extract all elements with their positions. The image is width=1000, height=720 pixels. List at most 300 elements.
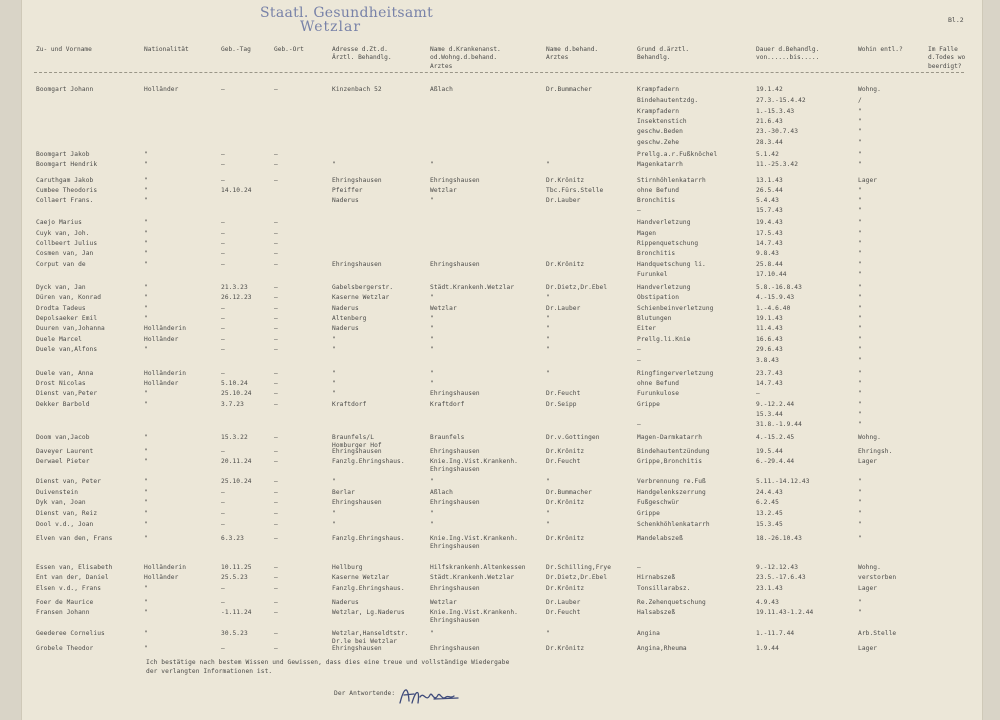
cell-geb-tag: – <box>221 510 225 517</box>
cell-krankenanst: " <box>430 161 434 168</box>
cell-dauer: 6.-29.4.44 <box>756 458 795 465</box>
cell-adresse: Naderus <box>332 599 359 606</box>
cell-dauer: 5.1.42 <box>756 151 779 158</box>
office-stamp-line2: Wetzlar <box>300 19 362 35</box>
cell-grund: Krampfadern <box>637 86 680 93</box>
cell-dauer: 1.-11.7.44 <box>756 630 795 637</box>
cell-dauer: 27.3.-15.4.42 <box>756 97 806 104</box>
cell-arzt: " <box>546 161 550 168</box>
cell-grund: Handverletzung <box>637 284 691 291</box>
cell-arzt: " <box>546 478 550 485</box>
cell-geb-tag: 20.11.24 <box>221 458 252 465</box>
cell-adresse: " <box>332 521 336 528</box>
cell-dauer: 9.-12.12.43 <box>756 564 799 571</box>
cell-name: Boomgart Jakob <box>36 151 90 158</box>
cell-dauer: 14.7.43 <box>756 240 783 247</box>
cell-nat: " <box>144 261 148 268</box>
cell-dauer: 23.-30.7.43 <box>756 128 799 135</box>
cell-grund: Bronchitis <box>637 197 676 204</box>
cell-name: Derwael Pieter <box>36 458 90 465</box>
cell-wohin: " <box>858 510 862 517</box>
cell-adresse: Altenberg <box>332 315 367 322</box>
cell-grund: Prellg.a.r.Fußknöchel <box>637 151 718 158</box>
cell-arzt: Dr.Feucht <box>546 609 581 616</box>
cell-wohin: Wohng. <box>858 564 881 571</box>
cell-grund: Furunkulose <box>637 390 680 397</box>
cell-name: Dool v.d., Joan <box>36 521 94 528</box>
cell-grund: Prellg.li.Knie <box>637 336 691 343</box>
column-header-name: Zu- und Vorname <box>36 46 92 53</box>
cell-geb-ort: – <box>274 510 278 517</box>
cell-krankenanst: Knie.Ing.Vist.Krankenh. Ehringshausen <box>430 609 518 624</box>
cell-nat: " <box>144 434 148 441</box>
cell-name: Dyk van, Joan <box>36 499 86 506</box>
cell-dauer: 18.-26.10.43 <box>756 535 802 542</box>
cell-krankenanst: Ehringshausen <box>430 261 480 268</box>
cell-krankenanst: Ehringshausen <box>430 177 480 184</box>
cell-geb-ort: – <box>274 599 278 606</box>
attestation-line1: Ich bestätige nach bestem Wissen und Gewissen, dass dies eine treue und vollständige Wiedergabe <box>146 659 510 666</box>
cell-nat: " <box>144 489 148 496</box>
cell-geb-tag: – <box>221 161 225 168</box>
cell-nat: " <box>144 230 148 237</box>
cell-geb-tag: – <box>221 261 225 268</box>
cell-geb-tag: 15.3.22 <box>221 434 248 441</box>
cell-grund: Schenkhöhlenkatarrh <box>637 521 710 528</box>
cell-wohin: " <box>858 219 862 226</box>
cell-geb-tag: – <box>221 240 225 247</box>
cell-name: Collbeert Julius <box>36 240 98 247</box>
cell-krankenanst: " <box>430 197 434 204</box>
cell-grund: Grippe <box>637 510 660 517</box>
cell-geb-tag: – <box>221 645 225 652</box>
cell-geb-ort: – <box>274 574 278 581</box>
cell-name: Grobele Theodor <box>36 645 94 652</box>
cell-grund: ohne Befund <box>637 187 680 194</box>
cell-dauer: 28.3.44 <box>756 139 783 146</box>
cell-name: Drodta Tadeus <box>36 305 86 312</box>
cell-arzt: Dr.Krönitz <box>546 261 585 268</box>
cell-dauer: – <box>756 390 760 397</box>
cell-grund: geschw.Beden <box>637 128 683 135</box>
cell-krankenanst: Ehringshausen <box>430 448 480 455</box>
cell-name: Corput van de <box>36 261 86 268</box>
column-header-geb-ort: Geb.-Ort <box>274 46 304 53</box>
cell-wohin: " <box>858 346 862 353</box>
cell-krankenanst: Braunfels <box>430 434 465 441</box>
cell-arzt: Dr.Dietz,Dr.Ebel <box>546 574 608 581</box>
cell-name: Dienst van, Peter <box>36 478 102 485</box>
cell-geb-ort: – <box>274 499 278 506</box>
cell-wohin: " <box>858 411 862 418</box>
cell-geb-tag: – <box>221 599 225 606</box>
cell-grund: Eiter <box>637 325 657 332</box>
cell-geb-ort: – <box>274 564 278 571</box>
cell-adresse: " <box>332 390 336 397</box>
cell-geb-ort: – <box>274 177 278 184</box>
column-header-krankenanst: Name d.Krankenanst. od.Wohng.d.behand. Arztes <box>430 46 501 70</box>
cell-dauer: 29.6.43 <box>756 346 783 353</box>
cell-arzt: " <box>546 630 550 637</box>
cell-geb-tag: 10.11.25 <box>221 564 252 571</box>
cell-dauer: 23.1.43 <box>756 585 783 592</box>
cell-geb-tag: – <box>221 177 225 184</box>
cell-arzt: Dr.Krönitz <box>546 645 585 652</box>
cell-krankenanst: " <box>430 315 434 322</box>
cell-arzt: Dr.Lauber <box>546 305 581 312</box>
cell-grund: Handquetschung li. <box>637 261 706 268</box>
cell-geb-tag: 25.10.24 <box>221 478 252 485</box>
cell-dauer: 11.4.43 <box>756 325 783 332</box>
cell-dauer: 11.-25.3.42 <box>756 161 799 168</box>
cell-krankenanst: Kraftdorf <box>430 401 465 408</box>
cell-arzt: " <box>546 336 550 343</box>
cell-krankenanst: " <box>430 294 434 301</box>
cell-nat: " <box>144 599 148 606</box>
cell-wohin: " <box>858 336 862 343</box>
cell-grund: Grippe <box>637 401 660 408</box>
cell-wohin: " <box>858 261 862 268</box>
cell-grund: Magen-Darmkatarrh <box>637 434 703 441</box>
cell-nat: " <box>144 645 148 652</box>
cell-nat: Holländer <box>144 574 179 581</box>
column-header-arzt: Name d.behand. Arztes <box>546 46 599 62</box>
cell-geb-ort: – <box>274 630 278 637</box>
cell-grund: Bindehautentzdg. <box>637 97 699 104</box>
cell-nat: " <box>144 219 148 226</box>
header-divider <box>34 72 964 73</box>
cell-geb-tag: 3.7.23 <box>221 401 244 408</box>
cell-wohin: " <box>858 118 862 125</box>
cell-arzt: Tbc.Fürs.Stelle <box>546 187 604 194</box>
cell-geb-ort: – <box>274 325 278 332</box>
cell-geb-ort: – <box>274 380 278 387</box>
cell-dauer: 3.8.43 <box>756 357 779 364</box>
cell-geb-ort: – <box>274 151 278 158</box>
cell-geb-ort: – <box>274 390 278 397</box>
cell-wohin: " <box>858 478 862 485</box>
cell-adresse: Fanzlg.Ehringshaus. <box>332 535 405 542</box>
cell-dauer: 23.7.43 <box>756 370 783 377</box>
cell-geb-ort: – <box>274 434 278 441</box>
cell-geb-tag: – <box>221 86 225 93</box>
cell-geb-tag: 14.10.24 <box>221 187 252 194</box>
cell-name: Dekker Barbold <box>36 401 90 408</box>
cell-arzt: Dr.Seipp <box>546 401 577 408</box>
cell-nat: " <box>144 151 148 158</box>
cell-name: Collaert Frans. <box>36 197 94 204</box>
cell-grund: Handverletzung <box>637 219 691 226</box>
cell-wohin: " <box>858 609 862 616</box>
cell-nat: Holländer <box>144 336 179 343</box>
cell-geb-tag: – <box>221 305 225 312</box>
cell-name: Düren van, Konrad <box>36 294 102 301</box>
cell-grund: Ringfingerverletzung <box>637 370 714 377</box>
cell-name: Duele van, Anna <box>36 370 94 377</box>
cell-name: Dienst van, Reiz <box>36 510 98 517</box>
column-header-wohin: Wohin entl.? <box>858 46 903 53</box>
cell-name: Cumbee Theodoris <box>36 187 98 194</box>
cell-geb-ort: – <box>274 535 278 542</box>
cell-nat: Holländerin <box>144 325 187 332</box>
cell-adresse: Kraftdorf <box>332 401 367 408</box>
cell-krankenanst: " <box>430 370 434 377</box>
cell-wohin: Wohng. <box>858 86 881 93</box>
cell-arzt: Dr.Krönitz <box>546 585 585 592</box>
cell-name: Boomgart Hendrik <box>36 161 98 168</box>
cell-nat: " <box>144 521 148 528</box>
cell-geb-ort: – <box>274 315 278 322</box>
cell-nat: Holländerin <box>144 370 187 377</box>
cell-krankenanst: Städt.Krankenh.Wetzlar <box>430 574 515 581</box>
cell-geb-tag: – <box>221 336 225 343</box>
column-header-grund: Grund d.ärztl. Behandlg. <box>637 46 690 62</box>
cell-arzt: Dr.Schilling,Frye <box>546 564 612 571</box>
cell-geb-ort: – <box>274 448 278 455</box>
cell-nat: " <box>144 390 148 397</box>
cell-grund: Angina <box>637 630 660 637</box>
cell-nat: " <box>144 294 148 301</box>
cell-geb-ort: – <box>274 521 278 528</box>
cell-grund: Magenkatarrh <box>637 161 683 168</box>
cell-geb-tag: 5.10.24 <box>221 380 248 387</box>
cell-dauer: 19.1.42 <box>756 86 783 93</box>
cell-wohin: " <box>858 250 862 257</box>
cell-wohin: " <box>858 230 862 237</box>
cell-dauer: 6.2.45 <box>756 499 779 506</box>
cell-dauer: 5.11.-14.12.43 <box>756 478 810 485</box>
cell-dauer: 19.11.43-1.2.44 <box>756 609 814 616</box>
cell-adresse: Naderus <box>332 197 359 204</box>
cell-nat: " <box>144 448 148 455</box>
cell-adresse: Ehringshausen <box>332 645 382 652</box>
cell-dauer: 4.-15.2.45 <box>756 434 795 441</box>
cell-grund: Bronchitis <box>637 250 676 257</box>
cell-adresse: Ehringshausen <box>332 261 382 268</box>
cell-geb-ort: – <box>274 585 278 592</box>
cell-krankenanst: " <box>430 510 434 517</box>
cell-arzt: Dr.Krönitz <box>546 448 585 455</box>
cell-wohin: " <box>858 305 862 312</box>
cell-krankenanst: " <box>430 325 434 332</box>
cell-grund: – <box>637 564 641 571</box>
cell-adresse: Berlar <box>332 489 355 496</box>
cell-geb-ort: – <box>274 86 278 93</box>
cell-name: Doom van,Jacob <box>36 434 90 441</box>
cell-dauer: 19.1.43 <box>756 315 783 322</box>
cell-name: Elsen v.d., Frans <box>36 585 102 592</box>
cell-dauer: 24.4.43 <box>756 489 783 496</box>
cell-arzt: Dr.Krönitz <box>546 177 585 184</box>
cell-name: Dyck van, Jan <box>36 284 86 291</box>
cell-name: Elven van den, Frans <box>36 535 113 542</box>
cell-grund: – <box>637 421 641 428</box>
cell-wohin: Ehringsh. <box>858 448 893 455</box>
cell-krankenanst: Knie.Ing.Vist.Krankenh. Ehringshausen <box>430 458 518 473</box>
cell-wohin: " <box>858 284 862 291</box>
cell-dauer: 14.7.43 <box>756 380 783 387</box>
cell-dauer: 9.-12.2.44 <box>756 401 795 408</box>
cell-dauer: 23.5.-17.6.43 <box>756 574 806 581</box>
cell-grund: Obstipation <box>637 294 680 301</box>
cell-arzt: " <box>546 521 550 528</box>
cell-name: Duele van,Alfons <box>36 346 98 353</box>
cell-grund: Rippenquetschung <box>637 240 699 247</box>
cell-grund: Angina,Rheuma <box>637 645 687 652</box>
cell-krankenanst: Ehringshausen <box>430 390 480 397</box>
cell-arzt: " <box>546 325 550 332</box>
cell-geb-ort: – <box>274 240 278 247</box>
cell-nat: " <box>144 346 148 353</box>
cell-grund: ohne Befund <box>637 380 680 387</box>
cell-nat: " <box>144 161 148 168</box>
cell-nat: " <box>144 197 148 204</box>
cell-name: Boomgart Johann <box>36 86 94 93</box>
cell-adresse: Gabelsbergerstr. <box>332 284 394 291</box>
cell-wohin: Lager <box>858 177 878 184</box>
cell-adresse: Wetzlar, Lg.Naderus <box>332 609 405 616</box>
cell-geb-tag: 21.3.23 <box>221 284 248 291</box>
cell-dauer: 17.10.44 <box>756 271 787 278</box>
cell-dauer: 4.-15.9.43 <box>756 294 795 301</box>
cell-krankenanst: Ehringshausen <box>430 499 480 506</box>
cell-grund: Grippe,Bronchitis <box>637 458 703 465</box>
cell-wohin: " <box>858 489 862 496</box>
cell-name: Dienst van,Peter <box>36 390 98 397</box>
cell-adresse: Fanzlg.Ehringshaus. <box>332 458 405 465</box>
column-header-tod: Im Falle d.Todes wo beerdigt? <box>928 46 966 70</box>
cell-arzt: Dr.Krönitz <box>546 535 585 542</box>
cell-geb-tag: 26.12.23 <box>221 294 252 301</box>
cell-geb-tag: – <box>221 346 225 353</box>
cell-dauer: 1.9.44 <box>756 645 779 652</box>
cell-adresse: " <box>332 336 336 343</box>
cell-grund: Mandelabszeß <box>637 535 683 542</box>
cell-geb-ort: – <box>274 336 278 343</box>
cell-wohin: " <box>858 599 862 606</box>
cell-grund: Verbrennung re.Fuß <box>637 478 706 485</box>
cell-dauer: 31.8.-1.9.44 <box>756 421 802 428</box>
cell-geb-tag: – <box>221 370 225 377</box>
cell-wohin: " <box>858 315 862 322</box>
cell-name: Geederee Cornelius <box>36 630 105 637</box>
cell-dauer: 1.-15.3.43 <box>756 108 795 115</box>
cell-wohin: " <box>858 370 862 377</box>
cell-adresse: Braunfels/L Homburger Hof <box>332 434 382 449</box>
cell-nat: " <box>144 478 148 485</box>
cell-arzt: " <box>546 510 550 517</box>
cell-arzt: Dr.Feucht <box>546 458 581 465</box>
cell-krankenanst: Ehringshausen <box>430 585 480 592</box>
column-header-geb-tag: Geb.-Tag <box>221 46 251 53</box>
cell-wohin: " <box>858 421 862 428</box>
cell-grund: Blutungen <box>637 315 672 322</box>
cell-arzt: Dr.Lauber <box>546 599 581 606</box>
cell-geb-tag: – <box>221 230 225 237</box>
cell-nat: " <box>144 585 148 592</box>
cell-nat: " <box>144 305 148 312</box>
cell-wohin: " <box>858 108 862 115</box>
cell-nat: " <box>144 177 148 184</box>
document-sheet <box>22 0 982 720</box>
cell-name: Duivenstein <box>36 489 79 496</box>
cell-wohin: " <box>858 187 862 194</box>
cell-grund: Krampfadern <box>637 108 680 115</box>
cell-name: Caejo Marius <box>36 219 82 226</box>
cell-dauer: 15.7.43 <box>756 207 783 214</box>
cell-grund: Stirnhöhlenkatarrh <box>637 177 706 184</box>
cell-geb-ort: – <box>274 609 278 616</box>
cell-arzt: Dr.Bummacher <box>546 86 592 93</box>
cell-dauer: 15.3.44 <box>756 411 783 418</box>
cell-arzt: " <box>546 370 550 377</box>
cell-name: Drost Nicolas <box>36 380 86 387</box>
cell-wohin: " <box>858 357 862 364</box>
cell-geb-tag: -1.11.24 <box>221 609 252 616</box>
cell-grund: – <box>637 357 641 364</box>
cell-nat: " <box>144 535 148 542</box>
cell-grund: Schienbeinverletzung <box>637 305 714 312</box>
cell-adresse: Kaserne Wetzlar <box>332 294 390 301</box>
cell-geb-tag: – <box>221 499 225 506</box>
cell-adresse: " <box>332 370 336 377</box>
cell-krankenanst: Knie.Ing.Vist.Krankenh. Ehringshausen <box>430 535 518 550</box>
cell-arzt: " <box>546 346 550 353</box>
cell-arzt: Dr.Lauber <box>546 197 581 204</box>
cell-wohin: verstorben <box>858 574 897 581</box>
cell-arzt: Dr.Bummacher <box>546 489 592 496</box>
cell-dauer: 5.4.43 <box>756 197 779 204</box>
cell-name: Daveyer Laurent <box>36 448 94 455</box>
cell-adresse: Pfeiffer <box>332 187 363 194</box>
cell-krankenanst: " <box>430 380 434 387</box>
cell-adresse: " <box>332 510 336 517</box>
cell-grund: Halsabszeß <box>637 609 676 616</box>
cell-grund: Fußgeschwür <box>637 499 680 506</box>
cell-wohin: " <box>858 401 862 408</box>
cell-adresse: Kinzenbach 52 <box>332 86 382 93</box>
cell-arzt: Dr.Feucht <box>546 390 581 397</box>
cell-krankenanst: " <box>430 336 434 343</box>
cell-nat: " <box>144 609 148 616</box>
cell-geb-tag: – <box>221 489 225 496</box>
cell-dauer: 19.5.44 <box>756 448 783 455</box>
cell-nat: " <box>144 284 148 291</box>
cell-dauer: 19.4.43 <box>756 219 783 226</box>
cell-wohin: " <box>858 161 862 168</box>
cell-adresse: Naderus <box>332 305 359 312</box>
cell-krankenanst: Hilfskrankenh.Altenkessen <box>430 564 526 571</box>
cell-name: Cuyk van, Joh. <box>36 230 90 237</box>
cell-adresse: Hellburg <box>332 564 363 571</box>
cell-geb-ort: – <box>274 250 278 257</box>
cell-dauer: 16.6.43 <box>756 336 783 343</box>
cell-grund: geschw.Zehe <box>637 139 680 146</box>
cell-krankenanst: Wetzlar <box>430 599 457 606</box>
cell-adresse: Wetzlar,Hanseldtstr. Dr.le bei Wetzlar <box>332 630 409 645</box>
cell-geb-tag: – <box>221 151 225 158</box>
cell-wohin: " <box>858 380 862 387</box>
cell-name: Cosmen van, Jan <box>36 250 94 257</box>
cell-geb-tag: 25.5.23 <box>221 574 248 581</box>
cell-geb-tag: – <box>221 448 225 455</box>
cell-nat: " <box>144 315 148 322</box>
cell-nat: " <box>144 240 148 247</box>
cell-adresse: " <box>332 478 336 485</box>
cell-grund: Re.Zehenquetschung <box>637 599 706 606</box>
cell-wohin: Lager <box>858 458 878 465</box>
cell-krankenanst: Aßlach <box>430 489 453 496</box>
